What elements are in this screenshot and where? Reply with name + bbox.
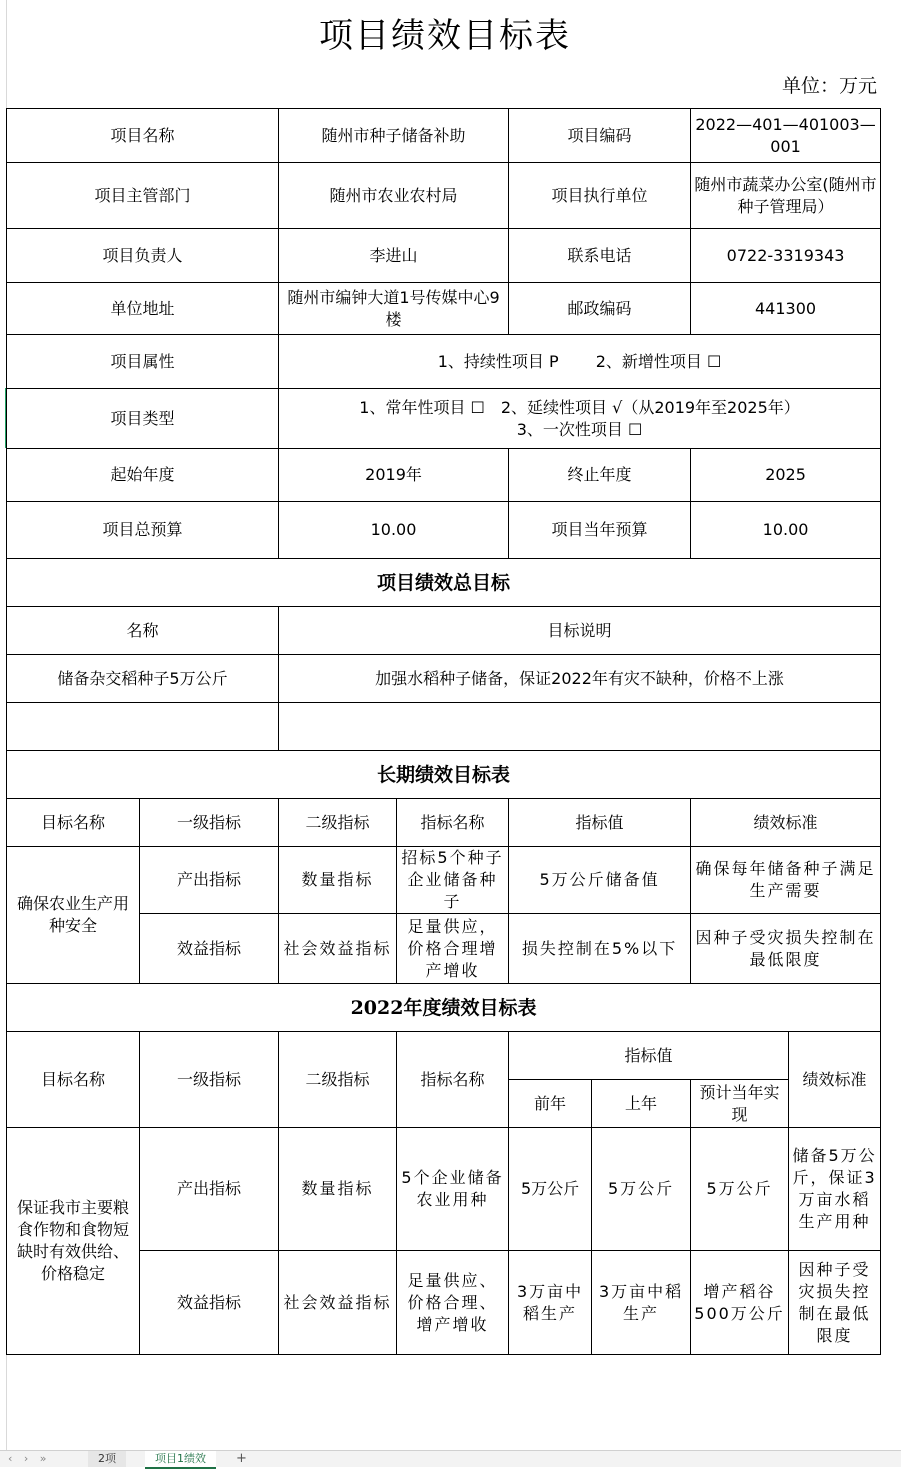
column-header: 二级指标 <box>279 1032 397 1128</box>
section-overall <box>7 559 881 607</box>
cell-label: 项目属性 <box>7 335 279 389</box>
indicator-name: 足量供应，价格合理增产增收 <box>397 914 509 984</box>
section-title: 项目绩效总目标 <box>7 559 881 607</box>
column-header: 一级指标 <box>140 799 279 847</box>
row-manager <box>7 229 881 283</box>
empty-cell <box>279 703 881 751</box>
cell-label: 项目类型 <box>7 389 279 449</box>
indicator-name: 足量供应、价格合理、增产增收 <box>397 1251 509 1355</box>
level2-indicator: 数量指标 <box>279 1128 397 1251</box>
column-header: 一级指标 <box>140 1032 279 1128</box>
goal-name: 确保农业生产用种安全 <box>7 847 140 984</box>
cell-label: 项目总预算 <box>7 502 279 559</box>
level1-indicator: 效益指标 <box>140 1251 279 1355</box>
page-title: 项目绩效目标表 <box>319 16 571 56</box>
empty-cell <box>7 703 279 751</box>
performance-standard: 确保每年储备种子满足生产需要 <box>691 847 881 914</box>
cell-label: 终止年度 <box>509 449 691 502</box>
add-sheet-icon[interactable]: + <box>236 1451 247 1466</box>
column-subheader: 前年 <box>509 1080 592 1128</box>
cell-value: 1、持续性项目 P 2、新增性项目 ☐ <box>279 335 881 389</box>
level2-indicator: 社会效益指标 <box>279 914 397 984</box>
cell-value: 0722-3319343 <box>691 229 881 283</box>
column-header: 指标值 <box>509 799 691 847</box>
value-prev2: 3万亩中稻生产 <box>509 1251 592 1355</box>
cell-label: 起始年度 <box>7 449 279 502</box>
performance-standard: 因种子受灾损失控制在最低限度 <box>789 1251 881 1355</box>
column-header: 二级指标 <box>279 799 397 847</box>
column-header: 指标值 <box>509 1032 789 1080</box>
column-header: 目标说明 <box>279 607 881 655</box>
cell-label: 邮政编码 <box>509 283 691 335</box>
type-line-1: 1、常年性项目 ☐ 2、延续性项目 √（从2019年至2025年） <box>359 397 800 417</box>
row-attr <box>7 335 881 389</box>
cell-label: 单位地址 <box>7 283 279 335</box>
level2-indicator: 数量指标 <box>279 847 397 914</box>
annual-header-row <box>7 1032 881 1080</box>
unit-label: 单位：万元 <box>781 75 877 97</box>
column-subheader: 预计当年实现 <box>691 1080 789 1128</box>
overall-row <box>7 655 881 703</box>
cell-value: 随州市农业农村局 <box>279 163 509 229</box>
indicator-value: 5万公斤储备值 <box>509 847 691 914</box>
cell-label: 项目执行单位 <box>509 163 691 229</box>
sheet-nav-arrows[interactable]: ‹ › » <box>8 1452 51 1465</box>
value-prev2: 5万公斤 <box>509 1128 592 1251</box>
cell-value <box>279 389 881 449</box>
cell-value: 随州市种子储备补助 <box>279 109 509 163</box>
row-project-name <box>7 109 881 163</box>
column-header: 指标名称 <box>397 1032 509 1128</box>
value-prev1: 5万公斤 <box>592 1128 691 1251</box>
cell-value: 随州市编钟大道1号传媒中心9楼 <box>279 283 509 335</box>
level1-indicator: 产出指标 <box>140 1128 279 1251</box>
cell-label: 项目当年预算 <box>509 502 691 559</box>
cell-label: 项目主管部门 <box>7 163 279 229</box>
cell-label: 项目名称 <box>7 109 279 163</box>
column-header: 目标名称 <box>7 1032 140 1128</box>
row-years <box>7 449 881 502</box>
overall-empty-row <box>7 703 881 751</box>
row-budget <box>7 502 881 559</box>
cell-value: 随州市蔬菜办公室(随州市种子管理局） <box>691 163 881 229</box>
cell-value: 10.00 <box>691 502 881 559</box>
type-line-2: 3、一次性项目 ☐ <box>516 419 643 439</box>
row-address <box>7 283 881 335</box>
cell-value: 441300 <box>691 283 881 335</box>
overall-header-row <box>7 607 881 655</box>
section-title: 2022年度绩效目标表 <box>7 984 881 1032</box>
section-title: 长期绩效目标表 <box>7 751 881 799</box>
indicator-value: 损失控制在5%以下 <box>509 914 691 984</box>
sheet-tab-bar <box>0 1450 901 1467</box>
overall-desc: 加强水稻种子储备，保证2022年有灾不缺种，价格不上涨 <box>279 655 881 703</box>
long-term-header-row <box>7 799 881 847</box>
value-current: 增产稻谷500万公斤 <box>691 1251 789 1355</box>
cell-label: 项目编码 <box>509 109 691 163</box>
column-header: 目标名称 <box>7 799 140 847</box>
goal-name: 保证我市主要粮食作物和食物短缺时有效供给、价格稳定 <box>7 1128 140 1355</box>
cell-value: 2022—401—401003—001 <box>691 109 881 163</box>
indicator-name: 5个企业储备农业用种 <box>397 1128 509 1251</box>
indicator-name: 招标5个种子企业储备种子 <box>397 847 509 914</box>
performance-standard: 储备5万公斤，保证3万亩水稻生产用种 <box>789 1128 881 1251</box>
performance-table <box>6 108 880 1355</box>
value-prev1: 3万亩中稻生产 <box>592 1251 691 1355</box>
value-current: 5万公斤 <box>691 1128 789 1251</box>
level1-indicator: 效益指标 <box>140 914 279 984</box>
cell-label: 联系电话 <box>509 229 691 283</box>
sheet-tab[interactable]: 2项 <box>88 1451 126 1467</box>
row-dept <box>7 163 881 229</box>
column-header: 绩效标准 <box>691 799 881 847</box>
cell-label: 项目负责人 <box>7 229 279 283</box>
cell-value: 10.00 <box>279 502 509 559</box>
level1-indicator: 产出指标 <box>140 847 279 914</box>
section-annual <box>7 984 881 1032</box>
performance-standard: 因种子受灾损失控制在最低限度 <box>691 914 881 984</box>
cell-value: 2019年 <box>279 449 509 502</box>
column-header: 名称 <box>7 607 279 655</box>
overall-name: 储备杂交稻种子5万公斤 <box>7 655 279 703</box>
column-header: 绩效标准 <box>789 1032 881 1128</box>
table-row <box>7 1128 881 1251</box>
cell-value: 李进山 <box>279 229 509 283</box>
level2-indicator: 社会效益指标 <box>279 1251 397 1355</box>
cell-value: 2025 <box>691 449 881 502</box>
table-row <box>7 847 881 914</box>
column-subheader: 上年 <box>592 1080 691 1128</box>
section-long-term <box>7 751 881 799</box>
sheet-tab-active[interactable]: 项目1绩效 <box>145 1451 216 1469</box>
column-header: 指标名称 <box>397 799 509 847</box>
row-type <box>7 389 881 449</box>
